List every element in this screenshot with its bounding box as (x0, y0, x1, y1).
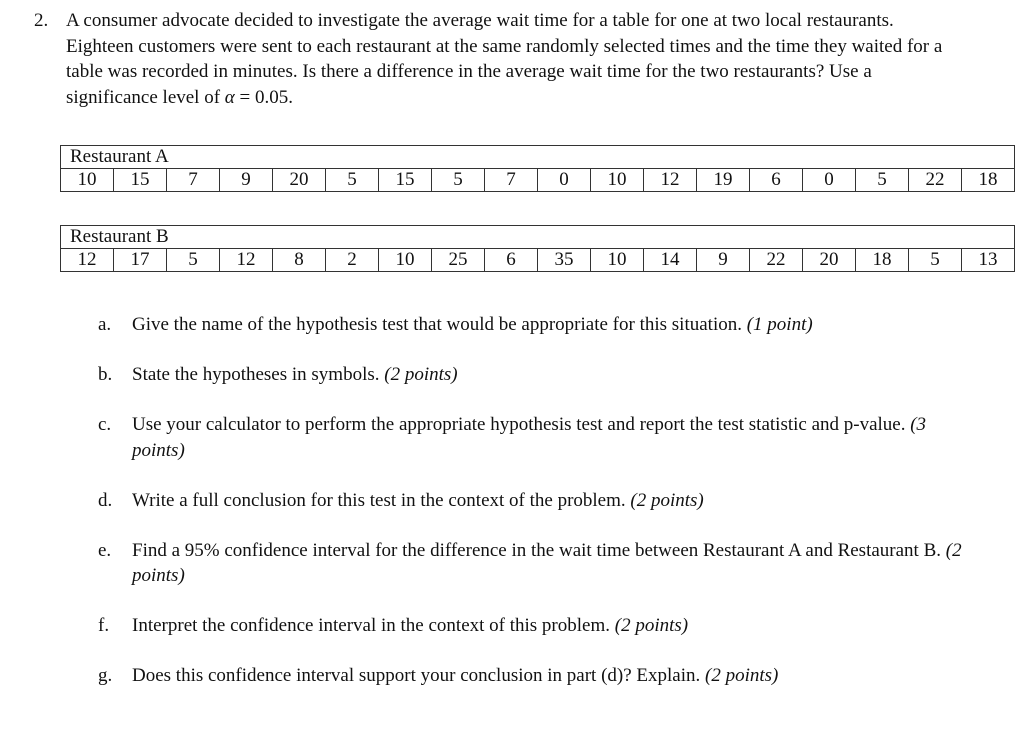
question-letter: d. (98, 489, 113, 511)
question-g (96, 663, 976, 689)
table-cell: 0 (538, 169, 591, 192)
problem-text (66, 8, 946, 110)
table-cell: 10 (61, 169, 114, 192)
question-text: Find a 95% confidence interval for the difference in the wait time between Restaurant A and Restaurant B. (132, 539, 946, 561)
table-cell: 25 (432, 249, 485, 272)
restaurant-a-values-row (61, 169, 1015, 192)
table-cell: 9 (220, 169, 273, 192)
problem-text-body: A consumer advocate decided to investigate the average wait time for a table for one at two local restaurants. Eighteen customers were sent to each restaurant at the same randomly selected times and the time they waited for a table was recorded in minutes. Is there a difference in the average wait time for the two restaurants? Use a significance level of (66, 10, 943, 108)
question-f (96, 613, 976, 639)
restaurant-b-table (60, 225, 1015, 272)
question-points: (2 points) (384, 364, 458, 385)
table-cell: 14 (644, 249, 697, 272)
question-points: (2 points) (705, 665, 779, 686)
question-points: (2 points) (132, 539, 962, 586)
table-cell: 20 (803, 249, 856, 272)
question-letter: a. (98, 314, 112, 335)
question-points: (2 points) (614, 615, 689, 636)
table-cell: 5 (326, 169, 379, 192)
table-cell: 6 (750, 169, 803, 192)
table-cell: 12 (644, 169, 697, 192)
question-text: Write a full conclusion for this test in the context of the problem. (132, 489, 631, 511)
table-cell: 15 (114, 169, 167, 192)
table-cell: 9 (697, 249, 750, 272)
table-cell: 7 (167, 169, 220, 192)
table-cell: 6 (485, 249, 538, 272)
problem-number: 2. (34, 10, 49, 31)
table-cell: 5 (167, 249, 220, 272)
table-cell: 0 (803, 169, 856, 192)
question-text: Give the name of the hypothesis test that would be appropriate for this situation. (132, 314, 747, 335)
question-text: Use your calculator to perform the appropriate hypothesis test and report the test statistic and p-value. (132, 414, 911, 435)
question-text: State the hypotheses in symbols. (132, 364, 385, 385)
table-cell: 5 (432, 169, 485, 192)
table-cell: 5 (856, 169, 909, 192)
restaurant-a-table (60, 145, 1015, 192)
table-header-row (61, 226, 1015, 249)
table-cell: 5 (909, 249, 962, 272)
table-cell: 12 (61, 249, 114, 272)
restaurant-a-label: Restaurant A (61, 146, 1015, 169)
table-cell: 17 (114, 249, 167, 272)
question-text: Does this confidence interval support your conclusion in part (d)? Explain. (132, 665, 706, 686)
table-cell: 35 (538, 249, 591, 272)
question-points: (3 points) (132, 414, 927, 461)
table-cell: 22 (909, 169, 962, 192)
alpha-value: = 0.05. (234, 86, 293, 108)
table-cell: 7 (485, 169, 538, 192)
alpha-symbol: α (224, 86, 235, 108)
table-cell: 15 (379, 169, 432, 192)
question-points: (1 point) (746, 314, 813, 335)
table-cell: 8 (273, 249, 326, 272)
question-letter: c. (98, 414, 112, 435)
restaurant-b-values-row (61, 249, 1015, 272)
question-list (96, 312, 976, 713)
problem-statement (34, 8, 994, 110)
question-a (96, 312, 976, 338)
table-cell: 22 (750, 249, 803, 272)
table-cell: 12 (220, 249, 273, 272)
table-cell: 19 (697, 169, 750, 192)
question-points: (2 points) (630, 489, 704, 511)
table-cell: 20 (273, 169, 326, 192)
restaurant-b-label: Restaurant B (61, 226, 1015, 249)
question-e (96, 538, 976, 589)
table-cell: 10 (379, 249, 432, 272)
table-cell: 18 (962, 169, 1015, 192)
table-cell: 13 (962, 249, 1015, 272)
question-d (96, 488, 976, 514)
table-cell: 18 (856, 249, 909, 272)
question-b (96, 362, 976, 388)
table-header-row (61, 146, 1015, 169)
question-letter: e. (98, 539, 112, 561)
question-letter: f. (98, 615, 110, 636)
table-cell: 10 (591, 249, 644, 272)
question-c (96, 412, 976, 463)
table-cell: 10 (591, 169, 644, 192)
question-letter: g. (98, 665, 113, 686)
question-text: Interpret the confidence interval in the context of this problem. (132, 615, 615, 636)
question-letter: b. (98, 364, 113, 385)
table-cell: 2 (326, 249, 379, 272)
